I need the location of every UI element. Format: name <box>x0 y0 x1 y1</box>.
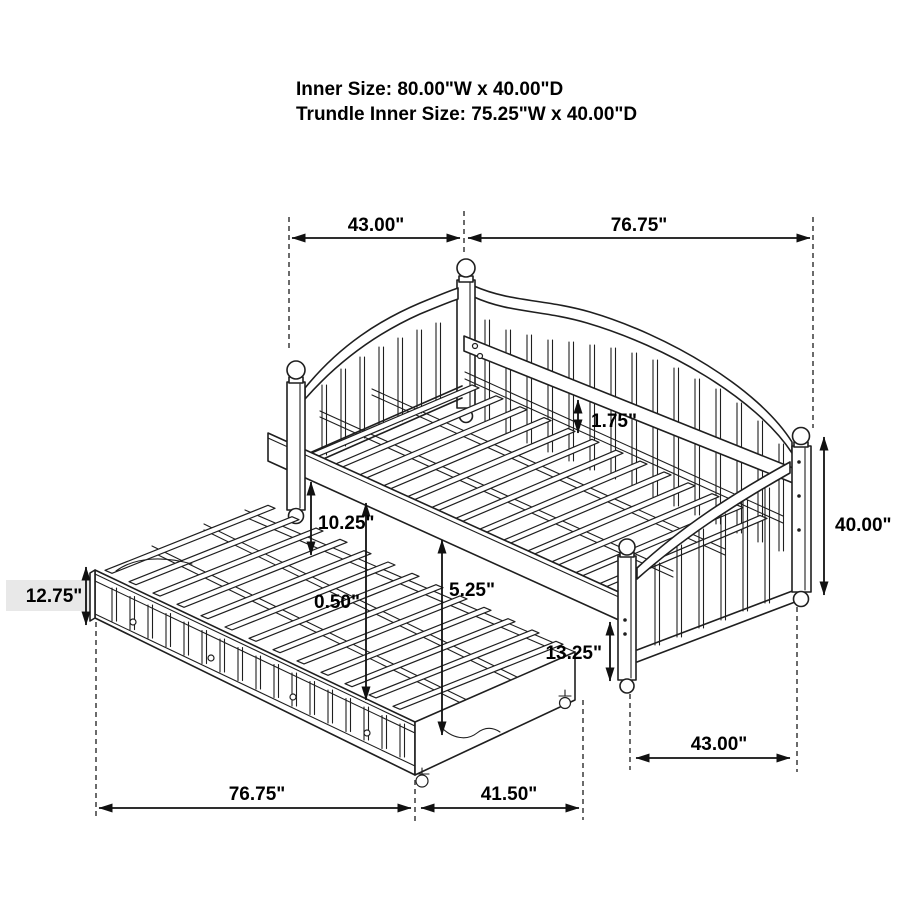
dim-under-rail-clearance: 10.25" <box>318 513 375 534</box>
head-front-post <box>287 361 305 524</box>
dim-rail-slat-gap: 1.75" <box>591 411 637 432</box>
dim-trundle-length: 76.75" <box>228 784 286 805</box>
front-right-post <box>618 539 636 693</box>
dim-under-bed-height: 13.25" <box>545 643 602 664</box>
dim-top-back-width: 76.75" <box>610 215 668 236</box>
dim-top-head-width: 43.00" <box>347 215 405 236</box>
dim-trundle-extension: 41.50" <box>480 784 538 805</box>
dim-trundle-clearance: 5.25" <box>449 580 495 601</box>
dim-bottom-depth: 43.00" <box>690 734 748 755</box>
dim-overall-height: 40.00" <box>835 515 892 536</box>
back-right-post <box>792 428 811 607</box>
inner-size-label: Inner Size: 80.00"W x 40.00"D <box>296 79 564 100</box>
dim-half-inch-gap: 0.50" <box>314 592 360 613</box>
dim-trundle-side-height: 12.75" <box>25 586 83 607</box>
trundle-inner-size-label: Trundle Inner Size: 75.25"W x 40.00"D <box>296 104 638 125</box>
